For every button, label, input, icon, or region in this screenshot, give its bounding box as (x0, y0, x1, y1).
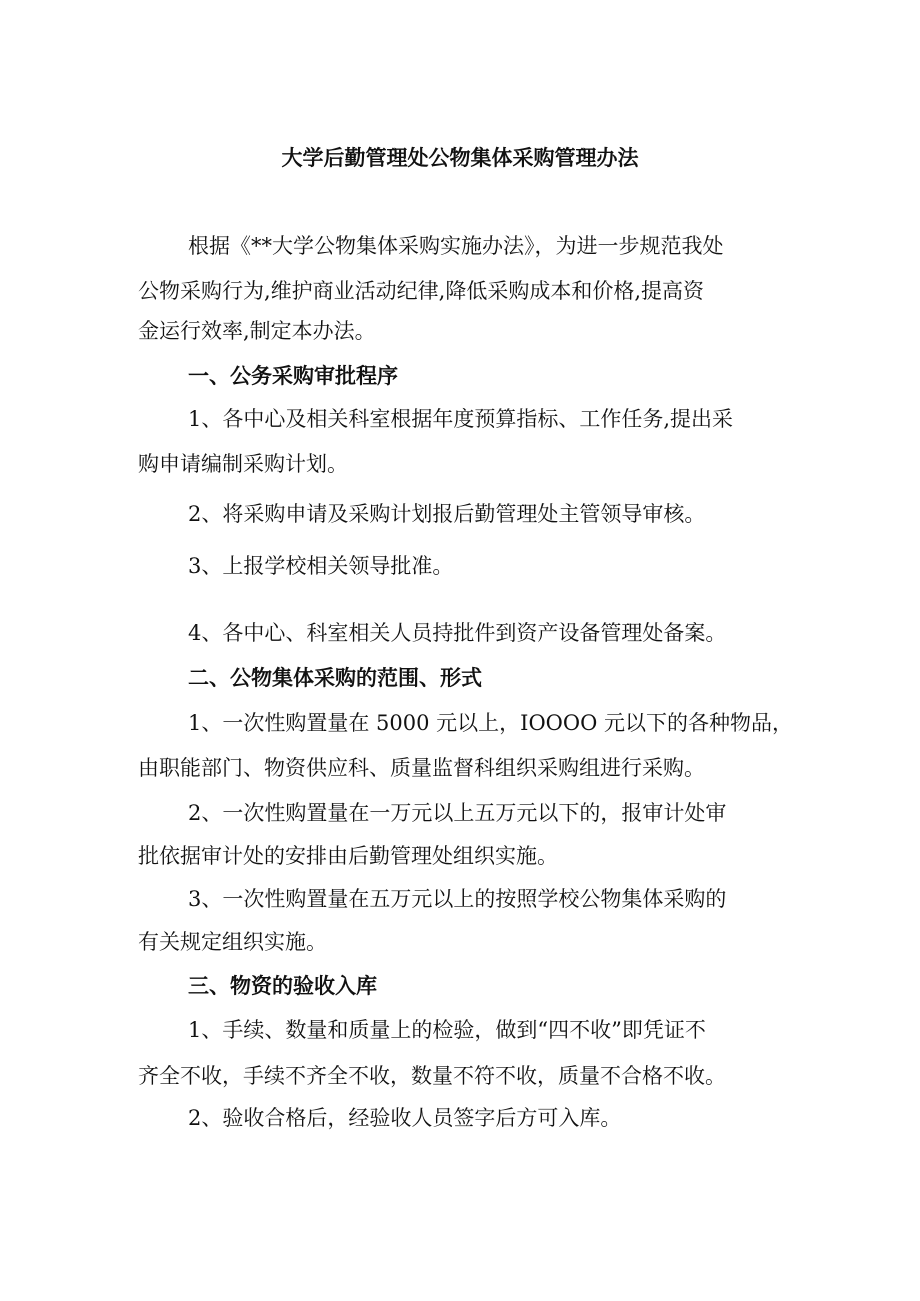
section-1-item-3: 3、上报学校相关领导批准。 (188, 554, 454, 578)
section-1-item-2: 2、将采购申请及采购计划报后勤管理处主管领导审核。 (188, 502, 706, 526)
section-3-item-2: 2、验收合格后，经验收人员签字后方可入库。 (188, 1106, 622, 1130)
document-title: 大学后勤管理处公物集体采购管理办法 (281, 145, 639, 170)
section-1-heading: 一、公务采购审批程序 (188, 363, 398, 388)
intro-line-2: 公物采购行为,维护商业活动纪律,降低采购成本和价格,提高资 (138, 279, 705, 303)
section-2-item-2-line-1: 2、一次性购置量在一万元以上五万元以下的，报审计处审 (188, 801, 727, 825)
section-2-item-2-line-2: 批依据审计处的安排由后勤管理处组织实施。 (138, 844, 558, 868)
section-3-item-1-line-2: 齐全不收，手续不齐全不收，数量不符不收，质量不合格不收。 (138, 1064, 726, 1088)
section-3-heading: 三、物资的验收入库 (188, 973, 377, 998)
section-2-item-3-line-1: 3、一次性购置量在五万元以上的按照学校公物集体采购的 (188, 887, 727, 911)
intro-line-3: 金运行效率,制定本办法。 (138, 319, 376, 343)
section-2-item-1-line-1: 1、一次性购置量在 5000 元以上，IOOOO 元以下的各种物品， (188, 711, 793, 735)
section-2-item-1-line-2: 由职能部门、物资供应科、质量监督科组织采购组进行采购。 (138, 756, 705, 780)
section-1-item-1-line-2: 购申请编制采购计划。 (138, 452, 348, 476)
section-1-item-4: 4、各中心、科室相关人员持批件到资产设备管理处备案。 (188, 621, 727, 645)
section-3-item-1-line-1: 1、手续、数量和质量上的检验，做到“四不收”即凭证不 (188, 1018, 706, 1042)
intro-line-1: 根据《**大学公物集体采购实施办法》，为进一步规范我处 (188, 234, 724, 258)
section-2-heading: 二、公物集体采购的范围、形式 (188, 665, 482, 690)
section-2-item-3-line-2: 有关规定组织实施。 (138, 930, 327, 954)
section-1-item-1-line-1: 1、各中心及相关科室根据年度预算指标、工作任务,提出采 (188, 407, 734, 431)
